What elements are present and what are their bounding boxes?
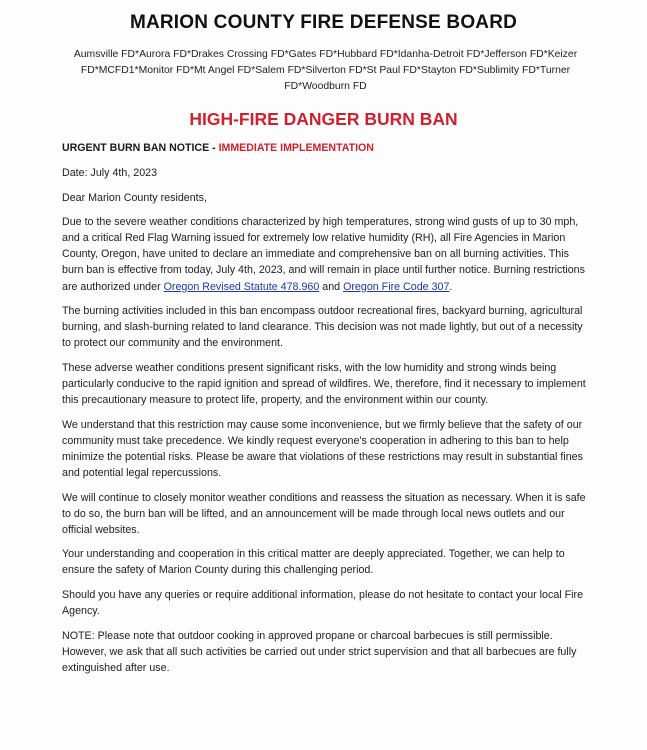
paragraph-8-note: NOTE: Please note that outdoor cooking in approved propane or charcoal barbecues is still permissible. However, we ask that all such activities be carried out under strict supervision and that all barbecues are fully extinguished after use. (62, 629, 577, 674)
burn-ban-title: HIGH-FIRE DANGER BURN BAN (189, 109, 458, 129)
fire-departments-list: Aumsville FD*Aurora FD*Drakes Crossing FD*Gates FD*Hubbard FD*Idanha-Detroit FD*Jefferson FD*Keizer FD*MCFD1*Monitor FD*Mt Angel FD*Salem FD*Silverton FD*St Paul FD*Stayton FD*Sublimity FD*Turner FD*Woodburn FD (73, 49, 578, 92)
paragraph-1-text: Due to the severe weather conditions characterized by high temperatures, strong wind gusts of up to 30 mph, and a critical Red Flag Warning issued for extremely low relative humidity (RH), all Fire Agencies in Marion County, Oregon, have united to declare an immediate and comprehensive ban on all burning activities. This burn ban is effective from today, July 4th, 2023, and will remain in place until further notice. Burning restrictions are authorized under (62, 216, 585, 293)
paragraph-2: The burning activities included in this ban encompass outdoor recreational fires, backyard burning, agricultural burning, and slash-burning related to land clearance. This decision was not made lightly, but out of a necessity to protect our community and the environment. (62, 305, 583, 350)
notice-highlight: IMMEDIATE IMPLEMENTATION (218, 142, 374, 154)
urgent-notice-heading (62, 142, 589, 154)
paragraph-6: Your understanding and cooperation in this critical matter are deeply appreciated. Together, we can help to ensure the safety of Marion County during this challenging period. (62, 548, 565, 577)
paragraph-5: We will continue to closely monitor weather conditions and reassess the situation as necessary. When it is safe to do so, the burn ban will be lifted, and an announcement will be made through local news outlets and our official websites. (62, 491, 586, 536)
paragraph-7: Should you have any queries or require additional information, please do not hesitate to contact your local Fire Agency. (62, 589, 584, 618)
paragraph-1 (62, 214, 589, 294)
oregon-fire-code-307-link[interactable]: Oregon Fire Code 307 (343, 280, 450, 293)
letter-date: Date: July 4th, 2023 (62, 167, 158, 179)
paragraph-1-and: and (319, 280, 344, 293)
board-title: MARION COUNTY FIRE DEFENSE BOARD (129, 12, 518, 33)
notice-label: URGENT BURN BAN NOTICE - (62, 142, 219, 154)
letter-greeting: Dear Marion County residents, (62, 191, 207, 204)
paragraph-1-end: . (449, 280, 453, 293)
paragraph-3: These adverse weather conditions present significant risks, with the low humidity and strong winds being particularly conducive to the rapid ignition and spread of wildfires. We, therefore, find it necessary to implement this precautionary measure to protect life, property, and the environment within our county. (62, 361, 586, 407)
ors-478-960-link[interactable]: Oregon Revised Statute 478.960 (163, 280, 320, 293)
paragraph-4: We understand that this restriction may cause some inconvenience, but we firmly believe that the safety of our community must take precedence. We kindly request everyone's cooperation in adhering to this ban to help minimize the potential risks. Please be aware that violations of these restrictions may result in substantial fines and potential legal repercussions. (62, 418, 583, 479)
letter-body (62, 165, 589, 676)
